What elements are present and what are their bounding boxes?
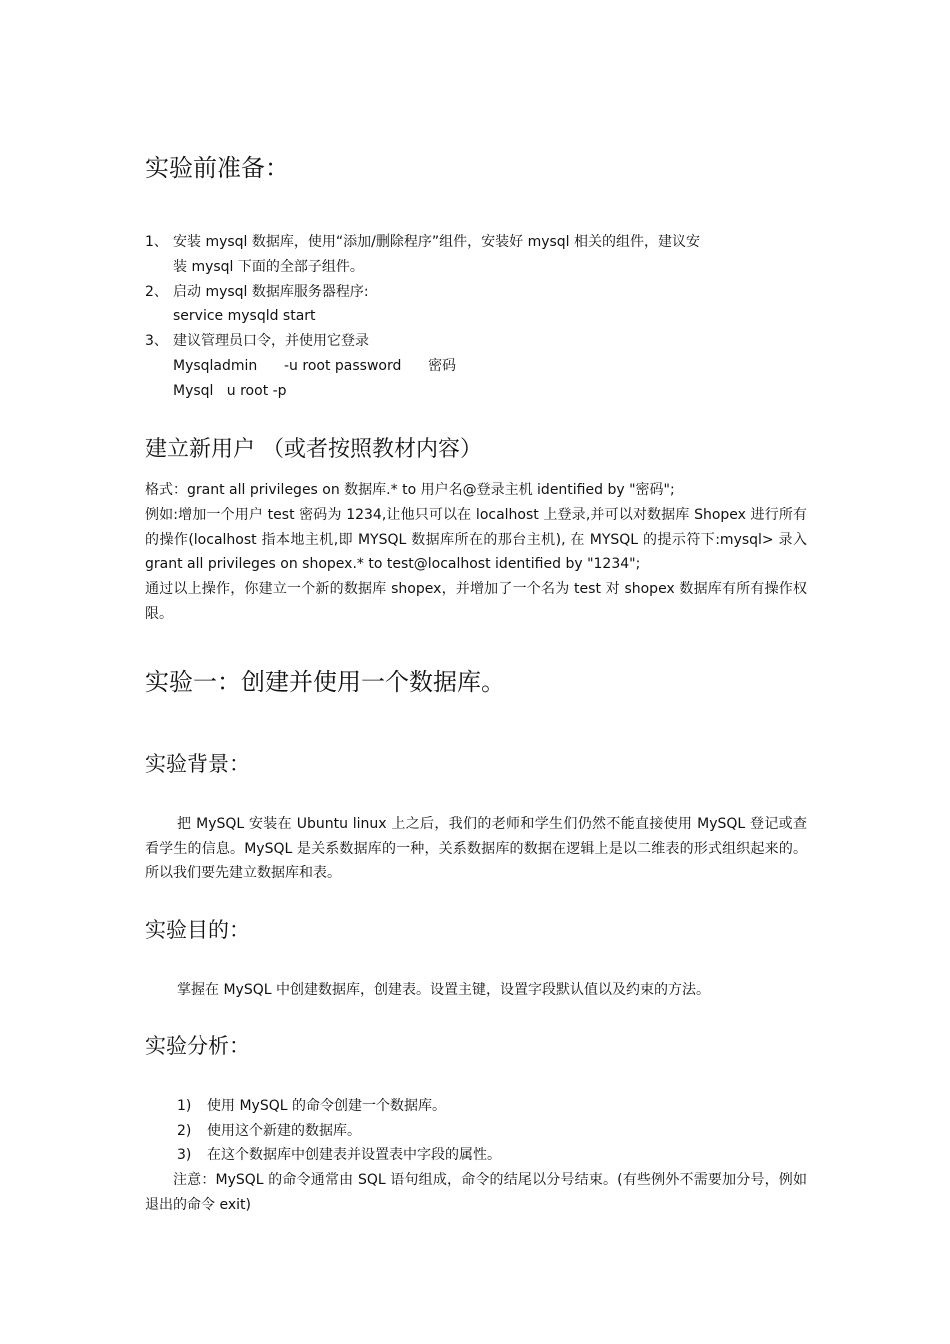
purpose-paragraph: 掌握在 MySQL 中创建数据库，创建表。设置主键，设置字段默认值以及约束的方法。 [177, 982, 710, 998]
list-number: 3、 [145, 333, 168, 349]
list-item-text: 建议管理员口令，并使用它登录 [173, 333, 369, 349]
code-line: service mysqld start [173, 308, 316, 324]
summary-paragraph: 通过以上操作，你建立一个新的数据库 shopex，并增加了一个名为 test 对 shopex 数据库有所有操作权限。 [145, 581, 807, 622]
section-title-prep: 实验前准备： [145, 154, 289, 182]
analysis-number: 1) [177, 1098, 192, 1114]
analysis-item: 使用这个新建的数据库。 [207, 1123, 361, 1139]
list-number: 2、 [145, 284, 168, 300]
analysis-item: 使用 MySQL 的命令创建一个数据库。 [207, 1098, 446, 1114]
analysis-number: 2) [177, 1123, 192, 1139]
code-line: Mysqladmin -u root password 密码 [173, 358, 457, 374]
example-paragraph: 例如:增加一个用户 test 密码为 1234,让他只可以在 localhost 上登录,并可以对数据库 Shopex 进行所有的操作(localhost 指本地主机,即 MYSQL 数据库所在的那台主机), 在 MYSQL 的提示符下:mysql> 录入 grant all privileges on shopex.* to test@localhost identified by "1234"; [145, 507, 807, 572]
analysis-number: 3) [177, 1147, 192, 1163]
section-title-newuser: 建立新用户 （或者按照教材内容） [145, 437, 482, 462]
list-number: 1、 [145, 234, 168, 250]
subsection-title-purpose: 实验目的： [145, 918, 250, 942]
section-title-exp1: 实验一：创建并使用一个数据库。 [145, 668, 505, 696]
subsection-title-background: 实验背景： [145, 752, 250, 776]
note-paragraph: 注意：MySQL 的命令通常由 SQL 语句组成，命令的结尾以分号结束。(有些例外不需要加分号，例如退出的命令 exit) [145, 1172, 807, 1213]
list-item-text: 安装 mysql 数据库，使用“添加/删除程序”组件，安装好 mysql 相关的组件，建议安 [173, 234, 701, 250]
list-item-text: 装 mysql 下面的全部子组件。 [173, 259, 364, 275]
subsection-title-analysis: 实验分析： [145, 1034, 250, 1058]
code-line: Mysql u root -p [173, 383, 287, 399]
list-item-text: 启动 mysql 数据库服务器程序: [173, 284, 369, 300]
analysis-item: 在这个数据库中创建表并设置表中字段的属性。 [207, 1147, 501, 1163]
format-line: 格式：grant all privileges on 数据库.* to 用户名@登录主机 identified by "密码"; [145, 482, 675, 498]
background-paragraph: 把 MySQL 安装在 Ubuntu linux 上之后，我们的老师和学生们仍然不能直接使用 MySQL 登记或查看学生的信息。MySQL 是关系数据库的一种，关系数据库的数据在逻辑上是以二维表的形式组织起来的。所以我们要先建立数据库和表。 [145, 816, 807, 881]
